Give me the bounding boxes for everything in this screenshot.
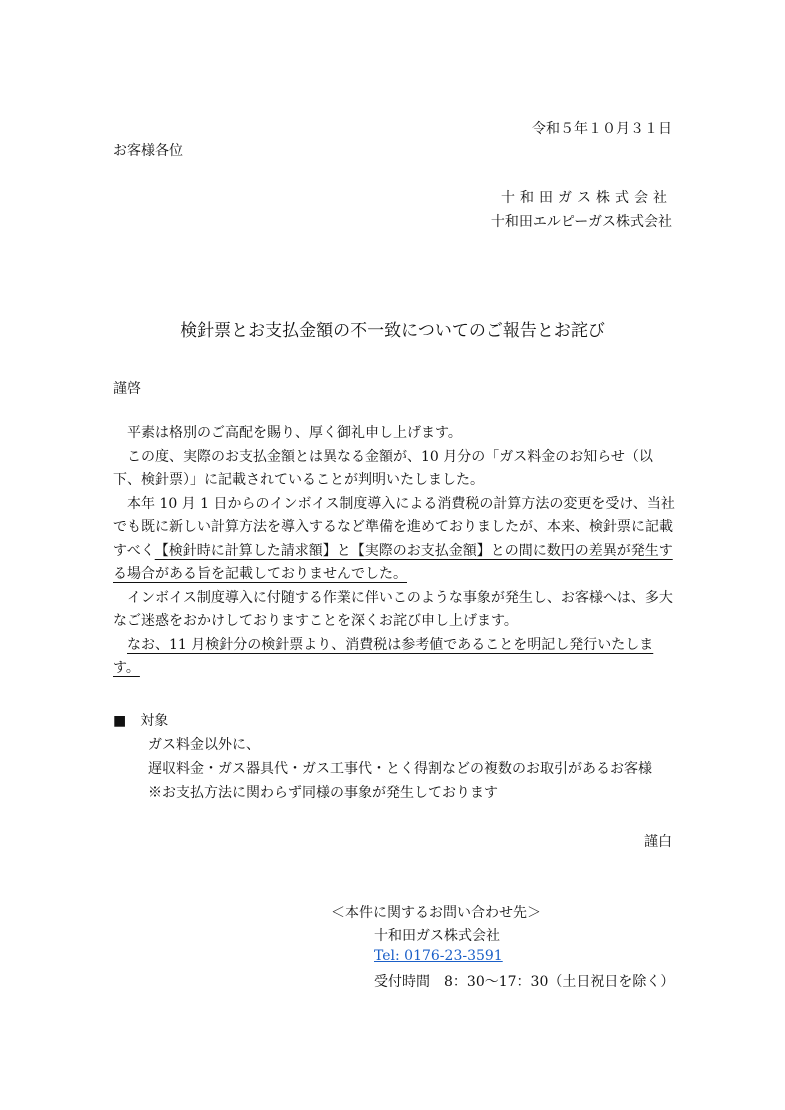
sender-company-2: 十和田エルピーガス株式会社 — [490, 214, 672, 230]
body-text — [113, 422, 675, 681]
closing: 謹白 — [644, 834, 672, 850]
sender-company-1: 十和田ガス株式会社 — [501, 190, 672, 206]
paragraph-notice-underlined: なお、11 月検針分の検針票より、消費税は参考値であることを明記し発行いたします。 — [113, 636, 654, 676]
contact-phone-link[interactable]: Tel: 0176-23-3591 — [374, 948, 503, 964]
paragraph-cause-text: 本年 10 月 1 日からのインボイス制度導入による消費税の計算方法の変更を受け、当社でも既に新しい計算方法を導入するなど準備を進めておりましたが、本来、検針票に記載すべく — [113, 495, 675, 559]
document-title: 検針票とお支払金額の不一致についてのご報告とお詫び — [180, 321, 605, 341]
target-line-2: 遅収料金・ガス器具代・ガス工事代・とく得割などの複数のお取引があるお客様 — [148, 761, 652, 777]
paragraph-cause — [113, 493, 675, 587]
contact-company: 十和田ガス株式会社 — [374, 928, 500, 944]
paragraph-greeting: 平素は格別のご高配を賜り、厚く御礼申し上げます。 — [127, 425, 462, 441]
salutation: 謹啓 — [113, 381, 141, 397]
paragraph-issue: この度、実際のお支払金額とは異なる金額が、10 月分の「ガス料金のお知らせ（以下、検針票）」に記載されていることが判明いたしました。 — [113, 448, 653, 488]
paragraph-apology: インボイス制度導入に付随する作業に伴いこのような事象が発生し、お客様へは、多大なご迷惑をおかけしておりますことを深くお詫び申し上げます。 — [113, 589, 673, 629]
target-line-3: ※お支払方法に関わらず同様の事象が発生しております — [148, 785, 498, 801]
contact-hours: 受付時間 8：30〜17：30（土日祝日を除く） — [374, 974, 675, 990]
contact-heading: ＜本件に関するお問い合わせ先＞ — [331, 905, 541, 921]
paragraph-cause-underlined: 【検針時に計算した請求額】と【実際のお支払金額】との間に数円の差異が発生する場合がある旨を記載しておりませんでした。 — [113, 542, 673, 582]
recipient: お客様各位 — [113, 143, 183, 159]
target-heading: ■ 対象 — [113, 713, 169, 729]
issue-date: 令和５年１０月３１日 — [532, 121, 672, 137]
target-line-1: ガス料金以外に、 — [148, 737, 260, 753]
paragraph-notice — [113, 634, 675, 681]
